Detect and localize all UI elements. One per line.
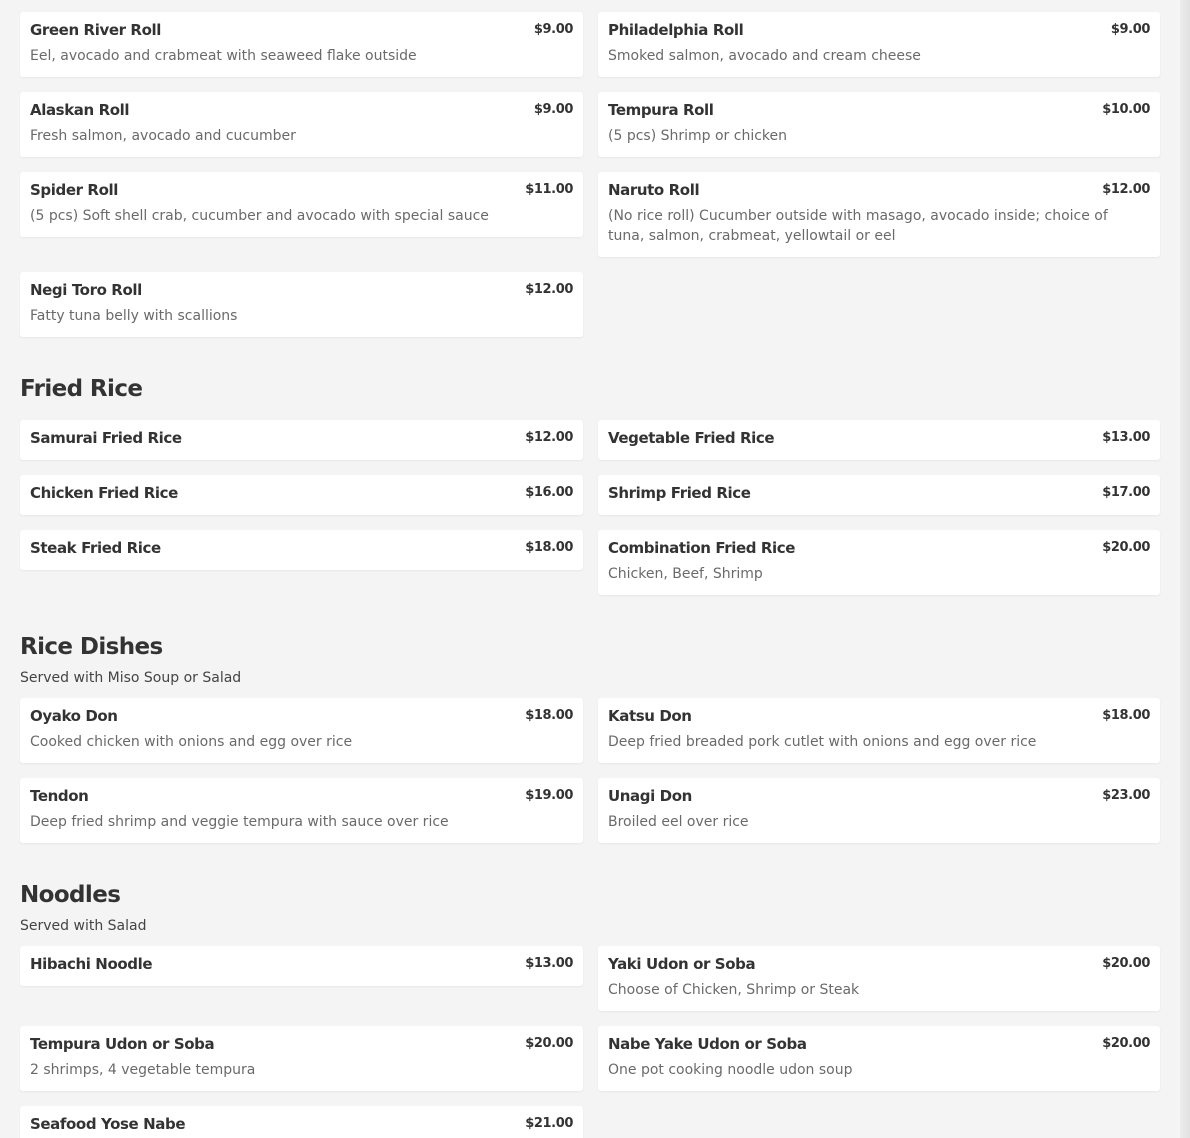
menu-item-negi-toro-roll[interactable] [20,272,583,337]
item-name: Combination Fried Rice [608,539,796,557]
item-description: Broiled eel over rice [608,814,749,830]
section-title-rice-dishes: Rice Dishes [20,634,163,660]
menu-item-shrimp-fried-rice[interactable] [598,475,1160,515]
item-price: $10.00 [1102,102,1150,117]
item-name: Spider Roll [30,181,118,199]
item-name: Negi Toro Roll [30,281,142,299]
item-price: $18.00 [1102,708,1150,723]
item-name: Seafood Yose Nabe [30,1115,186,1133]
item-name: Vegetable Fried Rice [608,429,775,447]
section-title-fried-rice: Fried Rice [20,376,143,402]
item-price: $12.00 [525,282,573,297]
item-description: Eel, avocado and crabmeat with seaweed flake outside [30,48,417,64]
item-description: (5 pcs) Shrimp or chicken [608,128,788,144]
item-price: $21.00 [525,1116,573,1131]
item-price: $9.00 [533,102,573,117]
item-price: $20.00 [1102,1036,1150,1051]
item-description: Smoked salmon, avocado and cream cheese [608,48,921,64]
item-price: $18.00 [525,708,573,723]
item-description: (No rice roll) Cucumber outside with masago, avocado inside; choice of tuna, salmon, crabmeat, yellowtail or eel [608,208,1108,244]
item-price: $23.00 [1102,788,1150,803]
item-name: Philadelphia Roll [608,21,744,39]
item-name: Nabe Yake Udon or Soba [608,1035,807,1053]
item-name: Chicken Fried Rice [30,484,178,502]
section-subtitle-rice-dishes: Served with Miso Soup or Salad [20,670,242,686]
item-description: (5 pcs) Soft shell crab, cucumber and avocado with special sauce [30,208,489,224]
item-price: $9.00 [1110,22,1150,37]
item-price: $9.00 [533,22,573,37]
item-name: Unagi Don [608,787,692,805]
item-name: Alaskan Roll [30,101,130,119]
item-price: $11.00 [525,182,573,197]
menu-item-combination-fried-rice[interactable] [598,530,1160,595]
menu-item-samurai-fried-rice[interactable] [20,420,583,460]
menu-item-yaki-udon-or-soba[interactable] [598,946,1160,1011]
menu-item-tempura-roll[interactable] [598,92,1160,157]
item-name: Shrimp Fried Rice [608,484,751,502]
item-description: One pot cooking noodle udon soup [608,1062,853,1078]
menu-item-philadelphia-roll[interactable] [598,12,1160,77]
item-name: Tendon [30,787,89,805]
item-price: $16.00 [525,485,573,500]
item-price: $20.00 [1102,956,1150,971]
item-description: Choose of Chicken, Shrimp or Steak [608,982,860,998]
menu-item-seafood-yose-nabe[interactable] [20,1106,583,1138]
menu-item-hibachi-noodle[interactable] [20,946,583,986]
scrollbar-track[interactable] [1180,0,1190,1138]
item-price: $12.00 [525,430,573,445]
item-description: Fresh salmon, avocado and cucumber [30,128,296,144]
section-subtitle-noodles: Served with Salad [20,918,147,934]
menu-item-unagi-don[interactable] [598,778,1160,843]
item-price: $12.00 [1102,182,1150,197]
section-title-noodles: Noodles [20,882,121,908]
item-name: Steak Fried Rice [30,539,161,557]
item-description: Fatty tuna belly with scallions [30,308,238,324]
item-price: $20.00 [525,1036,573,1051]
item-description: Deep fried shrimp and veggie tempura with sauce over rice [30,814,449,830]
menu-item-oyako-don[interactable] [20,698,583,763]
item-name: Oyako Don [30,707,118,725]
menu-item-tendon[interactable] [20,778,583,843]
item-price: $18.00 [525,540,573,555]
item-price: $13.00 [525,956,573,971]
menu-item-alaskan-roll[interactable] [20,92,583,157]
item-name: Katsu Don [608,707,692,725]
menu-item-naruto-roll[interactable] [598,172,1160,257]
item-price: $19.00 [525,788,573,803]
item-name: Green River Roll [30,21,161,39]
item-description: Deep fried breaded pork cutlet with onions and egg over rice [608,734,1037,750]
item-name: Yaki Udon or Soba [608,955,756,973]
item-name: Tempura Roll [608,101,714,119]
menu-item-chicken-fried-rice[interactable] [20,475,583,515]
item-price: $20.00 [1102,540,1150,555]
item-description: Chicken, Beef, Shrimp [608,566,763,582]
item-name: Naruto Roll [608,181,700,199]
menu-item-nabe-yake-udon-or-soba[interactable] [598,1026,1160,1091]
item-description: 2 shrimps, 4 vegetable tempura [30,1062,256,1078]
menu-item-tempura-udon-or-soba[interactable] [20,1026,583,1091]
item-name: Tempura Udon or Soba [30,1035,215,1053]
item-name: Samurai Fried Rice [30,429,182,447]
menu-item-spider-roll[interactable] [20,172,583,237]
menu-item-green-river-roll[interactable] [20,12,583,77]
menu-item-katsu-don[interactable] [598,698,1160,763]
menu-item-vegetable-fried-rice[interactable] [598,420,1160,460]
item-name: Hibachi Noodle [30,955,153,973]
menu-item-steak-fried-rice[interactable] [20,530,583,570]
item-description: Cooked chicken with onions and egg over rice [30,734,353,750]
item-price: $13.00 [1102,430,1150,445]
item-price: $17.00 [1102,485,1150,500]
